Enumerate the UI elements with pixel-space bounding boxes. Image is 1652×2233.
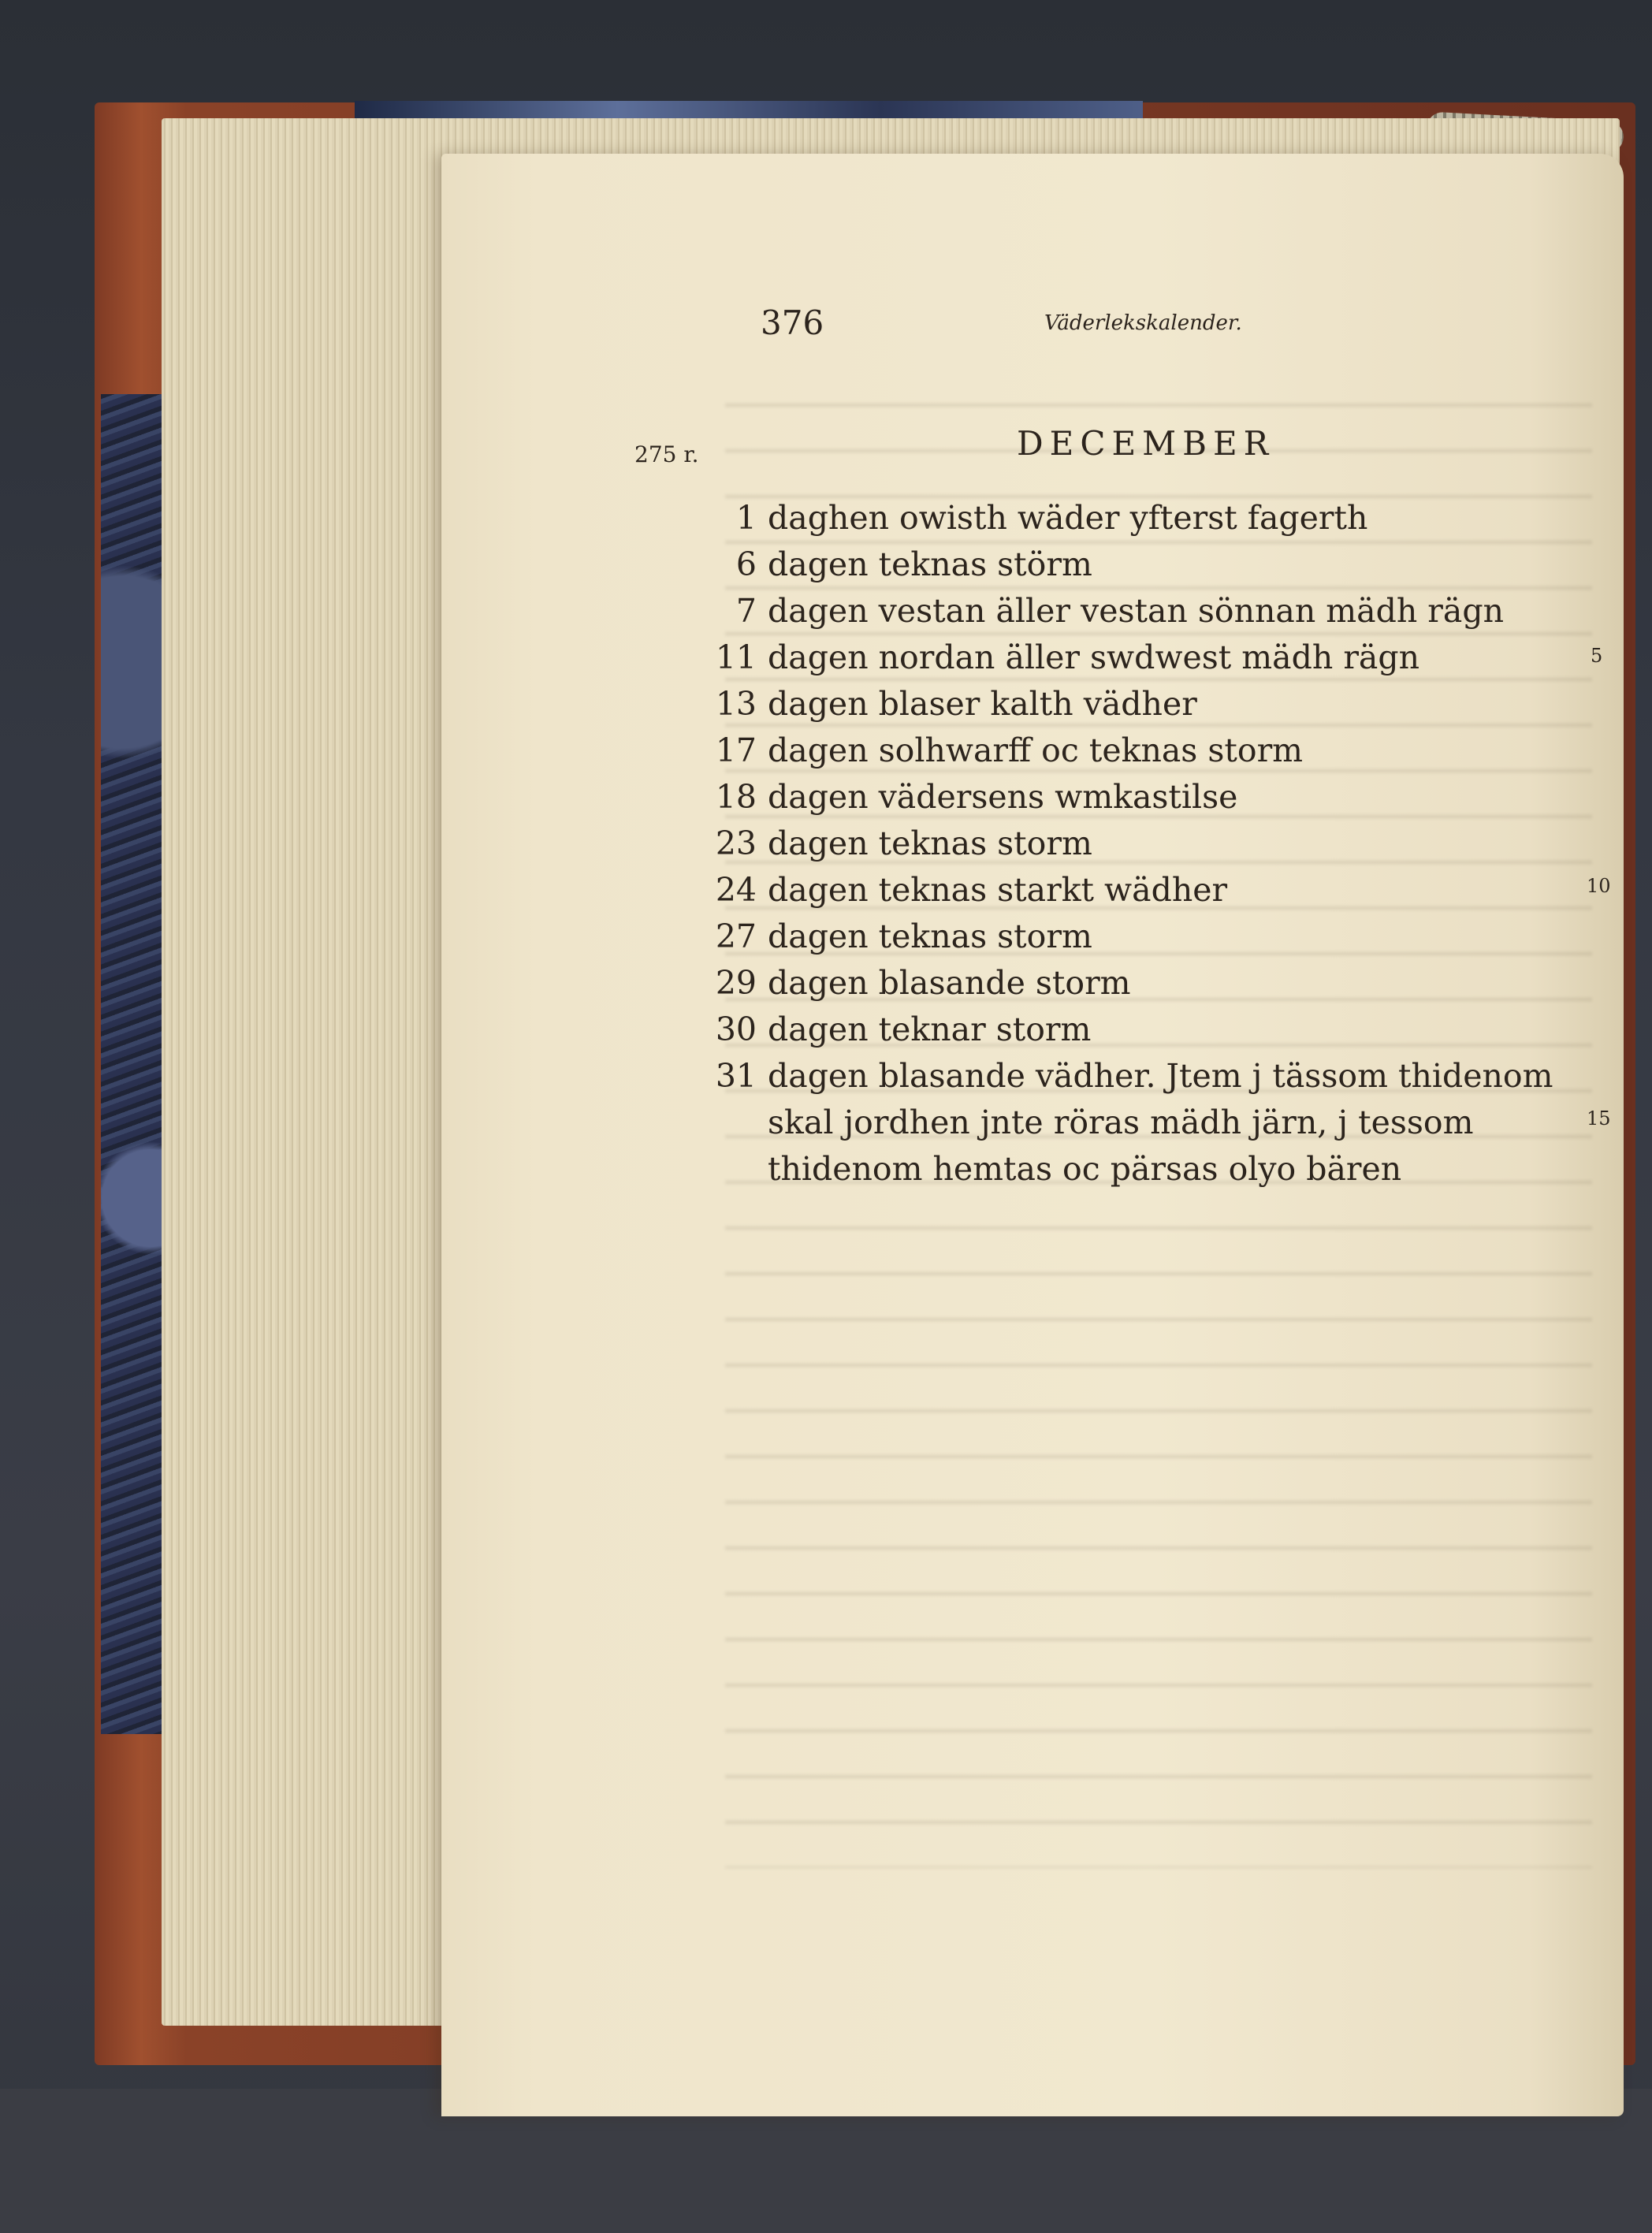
entry-day: 11: [715, 638, 757, 676]
entry: [694, 545, 1600, 592]
entry-day: 1: [735, 499, 757, 537]
entry-day: 27: [715, 917, 757, 955]
margin-reference: 275 r.: [634, 441, 699, 467]
entry-day: 29: [715, 964, 757, 1002]
entry: [694, 592, 1600, 638]
entry-text: dagen teknas storm: [768, 824, 1092, 862]
entry: [694, 731, 1600, 778]
entry-day: 6: [735, 545, 757, 583]
entry: [694, 824, 1600, 871]
entry: [694, 871, 1600, 917]
entry-day: 30: [715, 1010, 757, 1048]
calendar-entries: [694, 499, 1603, 1197]
entry-continuation: thidenom hemtas oc pärsas olyo bären: [768, 1150, 1402, 1188]
entry-text: dagen solhwarff oc teknas storm: [768, 731, 1304, 769]
entry-text: dagen teknas störm: [768, 545, 1092, 583]
entry: [694, 499, 1600, 545]
entry-day: 7: [735, 592, 757, 630]
month-heading: DECEMBER: [1017, 424, 1275, 463]
entry-continuation: skal jordhen jnte röras mädh järn, j tessom: [768, 1103, 1474, 1141]
line-number-marker: 15: [1587, 1107, 1611, 1130]
page-number: 376: [761, 303, 824, 342]
entry-text: dagen blasande storm: [768, 964, 1131, 1002]
entry-text: dagen teknas storm: [768, 917, 1092, 955]
line-number-marker: 10: [1587, 875, 1611, 897]
entry-day: 18: [715, 778, 757, 816]
entry: [694, 1057, 1600, 1103]
entry: [694, 638, 1603, 685]
entry-day: 13: [715, 685, 757, 723]
entry-text: daghen owisth wäder yfterst fagerth: [768, 499, 1368, 537]
entry: [694, 917, 1600, 964]
entry-day: 31: [715, 1057, 757, 1095]
entry: [694, 964, 1600, 1010]
entry-text: dagen blaser kalth vädher: [768, 685, 1197, 723]
entry-text: dagen vestan äller vestan sönnan mädh rägn: [768, 592, 1504, 630]
entry-text: dagen teknar storm: [768, 1010, 1092, 1048]
entry-text: dagen teknas starkt wädher: [768, 871, 1228, 909]
line-number-marker: 5: [1591, 645, 1603, 667]
entry-text: dagen vädersens wmkastilse: [768, 778, 1238, 816]
entry: [694, 778, 1600, 824]
entry: [694, 1010, 1600, 1057]
entry-day: 23: [715, 824, 757, 862]
entry-text: dagen nordan äller swdwest mädh rägn: [768, 638, 1420, 676]
running-head: Väderlekskalender.: [1044, 311, 1242, 335]
entry-text: dagen blasande vädher. Jtem j tässom thidenom: [768, 1057, 1553, 1095]
entry-day: 24: [715, 871, 757, 909]
entry: [694, 685, 1600, 731]
entry-day: 17: [715, 731, 757, 769]
